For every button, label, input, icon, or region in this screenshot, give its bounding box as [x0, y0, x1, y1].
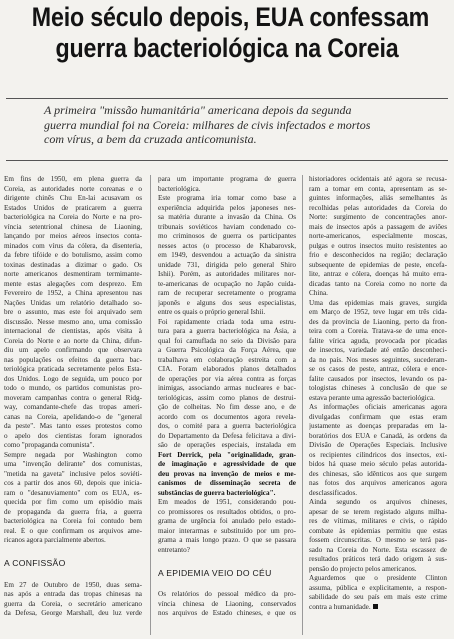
- body-text-line: [158, 204, 296, 214]
- text-line-content: historiadores ocidentais até agora se recusa-: [309, 175, 447, 183]
- paragraph-gap: [158, 581, 296, 591]
- text-line-content: deu provas na invenção de meios e me-: [158, 469, 296, 478]
- text-line-content: japonês e alguns dos seus especialistas,: [158, 298, 296, 307]
- text-line-content: sa matéria durante a invasão da China. Os: [158, 213, 296, 221]
- text-line-content: "metida na gaveta" inclusive pelos soviéti-: [4, 469, 142, 478]
- body-text-line: [4, 527, 142, 537]
- text-line-content: Os relatórios do pessoal médico da pro-: [158, 590, 296, 598]
- body-text-line: [4, 375, 142, 385]
- text-line-content: como "propaganda comunista".: [4, 441, 95, 449]
- text-line-content: Em meados de 1951, considerando pou-: [158, 498, 296, 506]
- body-text-line: [309, 356, 447, 366]
- body-text-line: [309, 498, 447, 508]
- text-line-content: nas após a entrada das tropas chinesas na: [4, 590, 142, 598]
- body-text-line: [309, 261, 447, 271]
- body-text-line: [158, 308, 296, 318]
- text-line-content: grama a mais longo prazo. O que se passara: [158, 536, 296, 544]
- text-line-content: bidos há quase meio século pelas autorida-: [309, 460, 447, 468]
- text-line-content: grama de urgência foi anulado pelo estado-: [158, 517, 296, 525]
- text-line-content: res de vítimas, militares e civis, o rápido: [309, 517, 447, 525]
- body-text-line: [158, 546, 296, 556]
- text-line-content: nas fotos dos arquivos americanos agora: [309, 479, 447, 487]
- body-text-line: [4, 479, 142, 489]
- text-line-content: canismos de disseminação secreta de: [158, 479, 296, 487]
- text-line-content: ram o "desanuviamento" com os EUA, es-: [4, 488, 142, 497]
- text-line-content: China.: [309, 289, 328, 297]
- text-line-content: toxinas destinadas a dizimar o gado. Os: [4, 260, 142, 269]
- body-text-line: [309, 242, 447, 252]
- body-text-line: [309, 204, 447, 214]
- text-line-content: apesar de se terem registado alguns milha-: [309, 507, 447, 516]
- body-text-line: [158, 280, 296, 290]
- body-text-line: [309, 232, 447, 242]
- text-line-content: acordo com os documentos agora revela-: [158, 412, 296, 421]
- text-line-content: Fevereiro de 1952, a China apresentou nas: [4, 289, 142, 297]
- body-text-line: [4, 384, 142, 394]
- text-line-content: te-americanas de ocupação no Japão cuida-: [158, 279, 296, 288]
- text-line-content: inimigas, associando armas nucleares e bac-: [158, 384, 296, 392]
- text-line-content: des chinesas, são idênticos aos que surgem: [309, 469, 447, 478]
- text-column-1: [4, 175, 142, 619]
- body-text-line: [4, 204, 142, 214]
- text-line-content: da peste". Mas tanto esses protestos como: [4, 422, 142, 430]
- body-text-line: [158, 375, 296, 385]
- text-line-content: assuma, pública e explicitamente, a respon-: [309, 583, 447, 592]
- text-line-content: desclassificados.: [309, 488, 358, 497]
- column-divider: [150, 175, 151, 635]
- text-line-content: de insectos, variedade até então desconheci-: [309, 346, 447, 354]
- body-text-line: [4, 609, 142, 619]
- text-line-content: os recipientes cilíndricos dos insectos, exi-: [309, 450, 447, 459]
- body-text-line: [309, 213, 447, 223]
- text-line-content: lite, antraz e cólera, doenças há muito erra-: [309, 270, 447, 278]
- text-line-content: des da província de Liaoning, perto da fron-: [309, 317, 447, 326]
- body-text-line: [4, 498, 142, 508]
- body-text-line: [4, 517, 142, 527]
- body-text-line: [158, 536, 296, 546]
- text-line-content: do Departamento da Defesa felicitava a divi-: [158, 431, 296, 440]
- body-text-line: [158, 327, 296, 337]
- text-line-content: Divisão de Operações Especiais. Inclusive: [309, 441, 447, 449]
- body-text-line: [309, 603, 447, 613]
- text-line-content: Em fins de 1950, em plena guerra da: [4, 175, 142, 183]
- text-line-content: ram de recuperar secretamente o programa: [158, 289, 296, 297]
- body-text-line: [309, 194, 447, 204]
- body-text-line: [4, 422, 142, 432]
- text-line-content: teira com a Coreia. Tratava-se de uma ence-: [309, 327, 447, 335]
- body-text-line: [309, 270, 447, 280]
- body-text-line: [158, 185, 296, 195]
- text-line-content: combate às epidemias permitiu que estas: [309, 526, 447, 535]
- body-text-line: [4, 346, 142, 356]
- text-line-content: mo criminosos de guerra os participantes: [158, 232, 296, 240]
- text-line-content: divulgadas confirmam que estas eram: [309, 412, 447, 421]
- body-text-line: [4, 470, 142, 480]
- text-line-content: nos arquivos de Estado chineses, e que os: [158, 609, 296, 617]
- body-text-line: [4, 590, 142, 600]
- body-text-line: [4, 213, 142, 223]
- text-line-content: mais de insectos após a passagem de aviões: [309, 222, 447, 231]
- body-text-line: [4, 508, 142, 518]
- text-line-content: Coreia, as autoridades norte coreanas e o: [4, 184, 142, 193]
- column-divider: [302, 175, 303, 635]
- text-line-content: fossem circunscritas. O mesmo se terá pas-: [309, 536, 447, 544]
- body-text-line: [4, 194, 142, 204]
- article-standfirst: [44, 103, 444, 147]
- text-line-content: entre os quais o próprio general Ishii.: [158, 308, 266, 316]
- headline-line-1: Meio século depois, EUA confessam: [31, 2, 430, 32]
- body-text-line: [309, 403, 447, 413]
- bold-quote-line: [158, 460, 296, 470]
- body-text-line: [309, 593, 447, 603]
- body-text-line: [309, 280, 447, 290]
- body-text-line: [4, 489, 142, 499]
- body-text-line: [158, 194, 296, 204]
- body-text-line: [309, 432, 447, 442]
- text-line-content: para um importante programa de guerra: [158, 175, 296, 183]
- text-line-content: nas populações os efeitos da guerra bac-: [4, 355, 142, 364]
- text-line-content: Em 27 de Outubro de 1950, duas sema-: [4, 580, 142, 589]
- standfirst-line-2: guerra mundial foi na Coreia: milhares de civis infectados e mortos: [44, 117, 371, 132]
- body-text-line: [4, 581, 142, 591]
- text-line-content: ção de colheitas. No fim desse ano, e de: [158, 403, 296, 411]
- body-text-line: [4, 365, 142, 375]
- body-text-line: [158, 289, 296, 299]
- text-line-content: são de operações especiais, instalada em: [158, 441, 296, 449]
- headline-line-2: guerra bacteriológica na Coreia: [55, 33, 399, 63]
- text-line-content: Ishii). Porém, as autoridades militares nor-: [158, 270, 296, 278]
- body-text-line: [309, 574, 447, 584]
- text-line-content: frio e desconhecidos na região; declaração: [309, 251, 447, 259]
- body-text-line: [309, 470, 447, 480]
- body-text-line: [309, 565, 447, 575]
- body-text-line: [4, 337, 142, 347]
- text-line-content: minados com vírus da cólera, da disenteria,: [4, 241, 142, 250]
- text-line-content: de operações por via aérea contra as forças: [158, 374, 296, 383]
- body-text-line: [4, 327, 142, 337]
- body-text-line: [158, 223, 296, 233]
- body-text-line: [158, 337, 296, 347]
- body-text-line: [309, 508, 447, 518]
- text-line-content: subsequente de epidemias de peste, encefa-: [309, 260, 447, 269]
- text-line-content: trabalhava em colaboração estreita com a: [158, 355, 296, 364]
- body-text-line: [4, 394, 142, 404]
- text-line-content: de propaganda da guerra fria, a guerra: [4, 507, 142, 516]
- text-line-content: teriológica praticada secretamente pelos Esta-: [4, 365, 142, 373]
- text-line-content: way, comandante-chefe das tropas ameri-: [4, 403, 142, 411]
- body-text-line: [158, 403, 296, 413]
- text-column-2: [158, 175, 296, 619]
- text-line-content: CIA. Foram elaborados planos detalhados: [158, 365, 296, 373]
- standfirst-rule: [6, 160, 448, 161]
- body-text-line: [309, 394, 447, 404]
- body-text-line: [309, 584, 447, 594]
- body-text-line: [4, 600, 142, 610]
- body-text-line: [309, 365, 447, 375]
- text-line-content: Uma das epidemias mais graves, surgida: [309, 298, 447, 307]
- text-line-content: entretanto?: [158, 545, 190, 554]
- body-text-line: [309, 299, 447, 309]
- text-line-content: sabilidade do seu país em mais este crime: [309, 593, 447, 601]
- body-text-line: [309, 489, 447, 499]
- article-headline: [31, 2, 430, 64]
- body-text-line: [309, 327, 447, 337]
- text-line-content: estava perante uma agressão bacteriológica.: [309, 393, 435, 402]
- body-text-line: [309, 479, 447, 489]
- body-text-line: [158, 356, 296, 366]
- body-text-line: [309, 185, 447, 195]
- body-text-line: [4, 441, 142, 451]
- text-line-content: tologistas chineses à conclusão de que se: [309, 384, 447, 392]
- body-text-line: [309, 413, 447, 423]
- body-text-line: [4, 403, 142, 413]
- standfirst-line-3: com vírus, a bem da cruzada anticomunista.: [44, 132, 257, 146]
- bold-quote-line: [158, 479, 296, 489]
- text-line-content: bre o assunto, mas este foi arquivado sem: [4, 308, 142, 316]
- body-text-line: [158, 422, 296, 432]
- body-text-line: [4, 251, 142, 261]
- text-line-content: norte americanos desmentiram termimante-: [4, 270, 142, 278]
- body-text-line: [158, 365, 296, 375]
- body-text-line: [309, 337, 447, 347]
- body-text-line: [309, 460, 447, 470]
- body-text-line: [309, 517, 447, 527]
- text-line-content: sado na Coreia do Norte. Esta escassez de: [309, 545, 447, 554]
- body-text-line: [158, 413, 296, 423]
- body-text-line: [158, 213, 296, 223]
- body-text-line: [4, 223, 142, 233]
- text-line-content: em 1949, desvendou a actuação da sinistra: [158, 251, 296, 259]
- body-text-line: [309, 441, 447, 451]
- body-text-line: [309, 451, 447, 461]
- body-text-line: [309, 251, 447, 261]
- text-line-content: guerra da Coreia, o secretário americano: [4, 599, 142, 608]
- body-text-line: [309, 308, 447, 318]
- text-line-content: internacional de cientistas, após visita à: [4, 327, 142, 335]
- text-line-content: tribunais soviéticos haviam condenado co-: [158, 222, 296, 231]
- body-text-line: [309, 422, 447, 432]
- text-line-content: pensão do projecto pelos americanos.: [309, 564, 417, 573]
- text-line-content: víncia setentrional chinesa de Liaoning,: [4, 222, 142, 231]
- text-line-content: unidade 731, dirigida pelo general Shiro: [158, 260, 296, 269]
- text-line-content: guintes informações, aliás semelhantes às: [309, 194, 447, 202]
- text-line-content: Coreia do Norte e ao norte da China, difun-: [4, 336, 142, 345]
- text-line-content: lançando por meios aéreos insectos conta-: [4, 232, 142, 240]
- text-line-content: co promissores os resultados obtidos, o pro-: [158, 507, 296, 516]
- text-line-content: ricanos agora parcialmente abertos.: [4, 536, 106, 544]
- text-line-content: justamente as doenças preparadas em la-: [309, 422, 447, 430]
- paragraph-gap: [4, 571, 142, 581]
- headline-rule: [6, 98, 448, 99]
- body-text-line: [158, 261, 296, 271]
- text-column-3: [309, 175, 447, 612]
- text-line-content: uma "invenção delirante" dos comunistas,: [4, 460, 142, 468]
- body-text-line: [4, 270, 142, 280]
- body-text-line: [309, 175, 447, 185]
- body-text-line: [158, 441, 296, 451]
- body-text-line: [309, 536, 447, 546]
- text-line-content: Sempre negada por Washington como: [4, 450, 142, 459]
- body-text-line: [158, 318, 296, 328]
- body-text-line: [309, 289, 447, 299]
- body-text-line: [309, 223, 447, 233]
- body-text-line: [4, 299, 142, 309]
- body-text-line: [158, 498, 296, 508]
- text-line-content: nesses actos (o processo de Khabarovsk,: [158, 241, 296, 250]
- body-text-line: [309, 346, 447, 356]
- text-line-content: todo o mundo, os partidos comunistas pro-: [4, 384, 142, 392]
- body-text-line: [4, 175, 142, 185]
- text-line-content: dicadas tanto na Coreia como no norte da: [309, 279, 447, 288]
- body-text-line: [4, 185, 142, 195]
- text-line-content: quecida por fim como um episódio mais: [4, 498, 142, 506]
- body-text-line: [4, 289, 142, 299]
- body-text-line: [158, 394, 296, 404]
- body-text-line: [309, 318, 447, 328]
- text-line-content: contra a humanidade.: [309, 602, 371, 611]
- body-text-line: [4, 308, 142, 318]
- body-text-line: [158, 432, 296, 442]
- body-text-line: [4, 280, 142, 290]
- text-line-content: da Defesa, George Marshall, deu luz verde: [4, 609, 142, 617]
- text-line-content: resultados práticos terá dado origem à sus-: [309, 555, 447, 563]
- text-line-content: As informações oficiais americanas agora: [309, 403, 447, 411]
- text-line-content: Norte: surgimento de concentrações anor-: [309, 213, 447, 221]
- body-text-line: [158, 242, 296, 252]
- end-of-article-mark: [373, 604, 378, 609]
- body-text-line: [158, 232, 296, 242]
- text-line-content: boratórios dos EUA e Canadá, às ordens da: [309, 431, 447, 440]
- standfirst-line-1: A primeira "missão humanitária" americana depois da segunda: [44, 103, 352, 117]
- body-text-line: [309, 527, 447, 537]
- text-line-content: qual foi camuflada no seio da Divisão para: [158, 336, 296, 345]
- text-line-content: se os casos de peste, antraz, cólera e ence-: [309, 365, 447, 373]
- text-line-content: diu um apelo confirmando que observara: [4, 346, 142, 354]
- text-line-content: Aguardemos que o presidente Clinton: [309, 574, 447, 582]
- text-line-content: norte-americanos, especialmente moscas,: [309, 232, 447, 240]
- text-line-content: dos Unidos. Logo de seguida, um pouco por: [4, 374, 142, 383]
- text-line-content: Ainda segundo os arquivos chineses,: [309, 498, 447, 506]
- body-text-line: [309, 546, 447, 556]
- body-text-line: [309, 384, 447, 394]
- text-line-content: o apelo dos cientistas foram ignorados: [4, 431, 142, 440]
- body-text-line: [4, 413, 142, 423]
- text-line-content: Estados Unidos de praticarem a guerra: [4, 203, 142, 212]
- text-line-content: de imaginação e agressividade de que: [158, 460, 296, 468]
- body-text-line: [4, 432, 142, 442]
- bold-quote-line: [158, 489, 296, 499]
- body-text-line: [309, 375, 447, 385]
- text-line-content: mente estas alegações com desprezo. Em: [4, 279, 142, 288]
- body-text-line: [158, 270, 296, 280]
- body-text-line: [158, 609, 296, 619]
- text-line-content: substâncias de guerra bacteriológica".: [158, 488, 276, 497]
- body-text-line: [4, 261, 142, 271]
- body-text-line: [158, 175, 296, 185]
- body-text-line: [158, 527, 296, 537]
- text-line-content: Este programa iria tomar como base a: [158, 194, 296, 202]
- body-text-line: [4, 451, 142, 461]
- text-line-content: a Guerra Psicológica da Força Aérea, que: [158, 346, 296, 354]
- text-line-content: Nações Unidas um relatório detalhado so-: [4, 298, 142, 307]
- text-line-content: dirigente chinês Chu En-lai acusavam os: [4, 194, 142, 202]
- text-line-content: víncia chinesa de Liaoning, conservados: [158, 599, 296, 608]
- text-line-content: cos a partir dos anos 60, depois que inicia-: [4, 479, 142, 487]
- paragraph-gap: [158, 555, 296, 565]
- body-text-line: [158, 600, 296, 610]
- paragraph-gap: [4, 546, 142, 556]
- body-text-line: [4, 232, 142, 242]
- text-line-content: Fort Derrick, pela "originalidade, gran-: [158, 450, 296, 459]
- body-text-line: [158, 346, 296, 356]
- body-text-line: [158, 299, 296, 309]
- text-line-content: da febre tifóide e do botulismo, assim como: [4, 251, 142, 259]
- body-text-line: [4, 460, 142, 470]
- body-text-line: [309, 555, 447, 565]
- text-line-content: bacteriológica.: [158, 184, 201, 193]
- text-line-content: pulgas e outros insectos muito resistentes ao: [309, 241, 447, 250]
- text-line-content: em Março de 1952, teve lugar em três cida-: [309, 308, 447, 316]
- text-line-content: bacteriológica na Coreia do Norte e na pro-: [4, 213, 142, 221]
- text-line-content: dos, o comité para a guerra bacteriológica: [158, 422, 296, 430]
- body-text-line: [4, 242, 142, 252]
- body-text-line: [4, 356, 142, 366]
- body-text-line: [4, 536, 142, 546]
- text-line-content: moveram campanhas contra o general Ridg-: [4, 393, 142, 402]
- text-line-content: discussão. Nesse mesmo ano, uma comissão: [4, 317, 142, 326]
- bold-quote-line: [158, 470, 296, 480]
- text-line-content: real. É o que confirmam os arquivos ame-: [4, 526, 142, 535]
- text-line-content: ram a tomar em conta, apresentam as se-: [309, 184, 447, 193]
- text-line-content: falite vírica aguda, provocada por picadas: [309, 336, 447, 345]
- text-line-content: maior interarmas e substituído por um pro-: [158, 526, 296, 535]
- body-text-line: [158, 251, 296, 261]
- body-text-line: [158, 508, 296, 518]
- text-line-content: Foi rapidamente criada toda uma estru-: [158, 317, 296, 326]
- text-line-content: canas na Coreia, apelidando-o de "general: [4, 412, 142, 421]
- text-line-content: teriológicas, assim como planos de destrui-: [158, 393, 296, 402]
- body-text-line: [4, 318, 142, 328]
- body-text-line: [158, 590, 296, 600]
- body-text-line: [158, 517, 296, 527]
- text-line-content: da no país. Nos meses seguintes, sucederam-: [309, 355, 447, 364]
- text-line-content: experiência adquirida pelos japoneses nes-: [158, 203, 296, 212]
- bold-quote-line: [158, 451, 296, 461]
- section-subheading: A CONFISSÃO: [4, 558, 66, 568]
- section-subheading: A EPIDEMIA VEIO DO CÉU: [158, 567, 272, 578]
- text-line-content: falite causados por insectos, levando os pa-: [309, 374, 447, 383]
- text-line-content: recolhidas pelas autoridades da Coreia do: [309, 203, 447, 212]
- text-line-content: tura para a guerra bacteriológica na Ásia, a: [158, 327, 296, 335]
- body-text-line: [158, 384, 296, 394]
- text-line-content: bacteriológica na Coreia foi contudo bem: [4, 517, 142, 525]
